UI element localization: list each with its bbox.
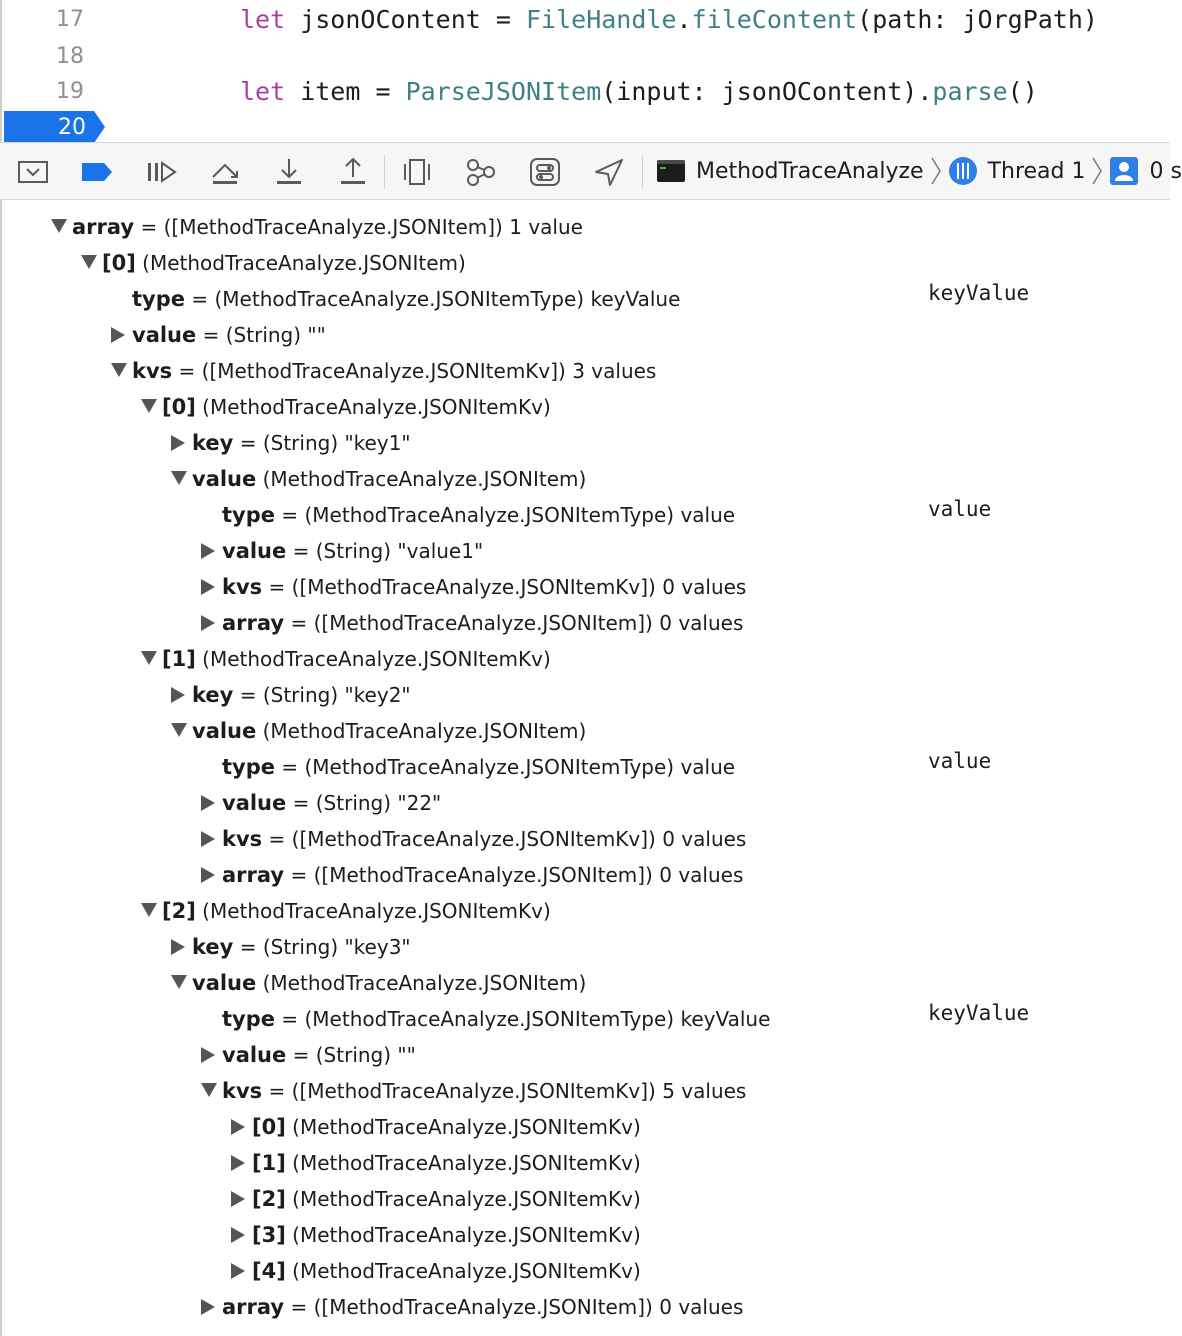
variable-type: (MethodTraceAnalyze.JSONItem) <box>262 719 587 743</box>
variable-text: array = ([MethodTraceAnalyze.JSONItem]) 1 value <box>72 215 583 239</box>
variable-value: keyValue <box>590 287 681 311</box>
code-plain: (path: jOrgPath) <box>857 5 1098 34</box>
disclosure-collapsed-icon[interactable] <box>170 425 194 461</box>
variable-name: value <box>192 467 257 491</box>
disclosure-collapsed-icon[interactable] <box>200 785 224 821</box>
variable-text <box>192 461 586 497</box>
variable-type: (MethodTraceAnalyze.JSONItemType) <box>304 1007 675 1031</box>
variable-row[interactable] <box>2 605 1170 641</box>
variable-name: value <box>192 719 257 743</box>
variable-type: ([MethodTraceAnalyze.JSONItemKv]) <box>291 827 656 851</box>
variable-value: "22" <box>397 791 442 815</box>
variable-row[interactable] <box>2 641 1170 677</box>
variable-name: array <box>222 863 285 887</box>
variable-text <box>252 1109 641 1145</box>
variable-value: value <box>680 503 736 527</box>
line-number[interactable]: 17 <box>56 7 84 32</box>
code-line[interactable] <box>2 39 1172 75</box>
variable-value: 0 values <box>662 827 747 851</box>
variable-type: (MethodTraceAnalyze.JSONItem) <box>262 971 587 995</box>
variable-row[interactable] <box>2 749 1170 785</box>
variable-value: 3 values <box>572 359 657 383</box>
variable-row[interactable] <box>2 461 1170 497</box>
variable-name: [0] <box>102 251 136 275</box>
variable-row[interactable] <box>2 281 1170 317</box>
variable-type: ([MethodTraceAnalyze.JSONItem]) <box>313 611 653 635</box>
variable-name: kvs <box>132 359 173 383</box>
disclosure-collapsed-icon[interactable] <box>200 605 224 641</box>
toolbar-divider <box>642 155 643 189</box>
variable-type: (MethodTraceAnalyze.JSONItemKv) <box>292 1187 641 1211</box>
variable-value: value <box>680 755 736 779</box>
variable-row[interactable] <box>2 497 1170 533</box>
variable-text: key = (String) "key3" <box>192 935 411 959</box>
variable-type: (String) <box>262 683 339 707</box>
variable-type: (MethodTraceAnalyze.JSONItemType) <box>214 287 585 311</box>
disclosure-collapsed-icon[interactable] <box>200 569 224 605</box>
variable-row[interactable] <box>2 1289 1170 1325</box>
variable-name: value <box>222 539 287 563</box>
variable-name: key <box>192 431 234 455</box>
variable-summary: value <box>928 749 992 773</box>
variable-row[interactable] <box>2 1037 1170 1073</box>
variable-name: array <box>72 215 135 239</box>
step-into-icon <box>273 157 305 187</box>
variable-row[interactable] <box>2 533 1170 569</box>
chevron-right-icon <box>930 156 942 186</box>
disclosure-expanded-icon[interactable] <box>140 893 164 929</box>
memory-graph-icon <box>464 157 498 187</box>
variable-text: array = ([MethodTraceAnalyze.JSONItem]) 0 values <box>222 1295 744 1319</box>
variable-row[interactable] <box>2 713 1170 749</box>
disclosure-expanded-icon[interactable] <box>140 389 164 425</box>
breakpoints-toggle-button[interactable] <box>80 155 114 189</box>
variable-row[interactable] <box>2 1001 1170 1037</box>
variable-value: "" <box>397 1043 416 1067</box>
variable-name: kvs <box>222 1079 263 1103</box>
variable-type: (MethodTraceAnalyze.JSONItem) <box>262 467 587 491</box>
breakpoints-toggle-icon <box>80 161 114 183</box>
variable-text <box>252 1181 641 1217</box>
disclosure-expanded-icon[interactable] <box>170 965 194 1001</box>
variable-text: value = (String) "value1" <box>222 539 484 563</box>
variable-name: array <box>222 611 285 635</box>
variable-row[interactable] <box>2 893 1170 929</box>
toolbar-divider <box>384 155 385 189</box>
breadcrumb-thread[interactable] <box>948 156 1086 186</box>
variable-row[interactable] <box>2 569 1170 605</box>
step-into-button[interactable] <box>272 155 306 189</box>
disclosure-collapsed-icon[interactable] <box>230 1217 254 1253</box>
variable-name: [0] <box>162 395 196 419</box>
breadcrumb-frame[interactable] <box>1109 156 1181 186</box>
variable-type: (MethodTraceAnalyze.JSONItem) <box>142 251 466 275</box>
step-out-button[interactable] <box>336 155 370 189</box>
variable-text <box>192 965 586 1001</box>
code-line[interactable] <box>2 2 1172 38</box>
disclosure-expanded-icon[interactable] <box>200 1073 224 1109</box>
variable-text: kvs = ([MethodTraceAnalyze.JSONItemKv]) 0 values <box>222 827 747 851</box>
variable-type: (MethodTraceAnalyze.JSONItemKv) <box>292 1115 641 1139</box>
code-identifier: parse <box>932 77 1008 106</box>
disclosure-collapsed-icon[interactable] <box>230 1181 254 1217</box>
variable-text: type = (MethodTraceAnalyze.JSONItemType) keyValue <box>222 1007 771 1031</box>
hide-debug-area-button[interactable] <box>16 155 50 189</box>
variable-text: value = (String) "" <box>132 323 326 347</box>
variable-name: [1] <box>252 1151 286 1175</box>
variable-row[interactable] <box>2 209 1170 245</box>
variable-summary: keyValue <box>928 281 1030 305</box>
code-identifier: FileHandle <box>525 5 677 34</box>
variable-text: key = (String) "key1" <box>192 431 411 455</box>
variable-text <box>162 641 551 677</box>
current-line-number: 20 <box>58 115 86 140</box>
variable-type: ([MethodTraceAnalyze.JSONItemKv]) <box>291 575 656 599</box>
user-frame-icon <box>1109 156 1139 186</box>
variable-type: (MethodTraceAnalyze.JSONItemKv) <box>292 1259 641 1283</box>
variable-type: (MethodTraceAnalyze.JSONItemKv) <box>202 395 551 419</box>
variable-type: (String) <box>315 791 392 815</box>
variable-type: (MethodTraceAnalyze.JSONItemType) <box>304 755 675 779</box>
breadcrumb-process-label: MethodTraceAnalyze <box>696 158 924 184</box>
variable-text: kvs = ([MethodTraceAnalyze.JSONItemKv]) 5 values <box>222 1079 747 1103</box>
variable-name: array <box>222 1295 285 1319</box>
variable-row[interactable] <box>2 1181 1170 1217</box>
variable-row[interactable] <box>2 1145 1170 1181</box>
variable-text: key = (String) "key2" <box>192 683 411 707</box>
thread-icon <box>948 156 978 186</box>
simulate-location-icon <box>593 157 625 187</box>
disclosure-expanded-icon[interactable] <box>110 353 134 389</box>
current-line-marker[interactable] <box>4 111 104 143</box>
variable-name: value <box>222 791 287 815</box>
disclosure-collapsed-icon[interactable] <box>170 677 194 713</box>
variable-text: value = (String) "22" <box>222 791 442 815</box>
variable-type: (MethodTraceAnalyze.JSONItemType) <box>304 503 675 527</box>
variable-summary: keyValue <box>928 1001 1030 1025</box>
variable-name: kvs <box>222 827 263 851</box>
variable-row[interactable] <box>2 317 1170 353</box>
continue-button[interactable] <box>144 155 178 189</box>
variable-name: kvs <box>222 575 263 599</box>
step-over-button[interactable] <box>208 155 242 189</box>
memory-graph-button[interactable] <box>464 155 498 189</box>
code-plain: (input: jsonOContent). <box>601 77 933 106</box>
terminal-app-icon <box>656 158 686 184</box>
variable-name: key <box>192 935 234 959</box>
view-hierarchy-icon <box>401 157 433 187</box>
disclosure-expanded-icon[interactable] <box>170 461 194 497</box>
variable-name: value <box>132 323 197 347</box>
variable-text <box>162 389 551 425</box>
variable-name: [2] <box>162 899 196 923</box>
code-plain: item = <box>285 77 406 106</box>
variable-type: ([MethodTraceAnalyze.JSONItem]) <box>163 215 503 239</box>
variable-value: 5 values <box>662 1079 747 1103</box>
continue-icon <box>145 159 177 185</box>
chevron-right-icon <box>1091 156 1103 186</box>
debug-breadcrumb <box>656 143 1182 199</box>
variable-text <box>192 713 586 749</box>
disclosure-collapsed-icon[interactable] <box>230 1253 254 1289</box>
disclosure-collapsed-icon[interactable] <box>200 857 224 893</box>
variable-value: 1 value <box>509 215 583 239</box>
variable-value: "key1" <box>344 431 411 455</box>
disclosure-collapsed-icon[interactable] <box>200 1037 224 1073</box>
variable-row[interactable] <box>2 929 1170 965</box>
step-over-icon <box>209 157 241 187</box>
variable-text: type = (MethodTraceAnalyze.JSONItemType) value <box>222 503 736 527</box>
variable-summary: value <box>928 497 992 521</box>
disclosure-collapsed-icon[interactable] <box>110 317 134 353</box>
variable-name: [1] <box>162 647 196 671</box>
source-editor[interactable] <box>0 0 1170 142</box>
variable-value: 0 values <box>659 1295 744 1319</box>
variable-name: [0] <box>252 1115 286 1139</box>
variable-value: keyValue <box>680 1007 771 1031</box>
variables-view[interactable] <box>0 200 1170 1336</box>
variable-row[interactable] <box>2 425 1170 461</box>
code-text[interactable] <box>240 2 1098 38</box>
variable-type: ([MethodTraceAnalyze.JSONItem]) <box>313 1295 653 1319</box>
breadcrumb-frame-label: 0 s <box>1149 158 1182 184</box>
variable-value: "" <box>307 323 326 347</box>
variable-type: (String) <box>225 323 302 347</box>
variable-row[interactable] <box>2 389 1170 425</box>
line-number[interactable]: 18 <box>56 44 84 69</box>
variable-name: type <box>222 503 276 527</box>
variable-type: (MethodTraceAnalyze.JSONItemKv) <box>292 1223 641 1247</box>
simulate-location-button[interactable] <box>592 155 626 189</box>
disclosure-expanded-icon[interactable] <box>50 209 74 245</box>
variable-value: "key3" <box>344 935 411 959</box>
disclosure-collapsed-icon[interactable] <box>200 821 224 857</box>
disclosure-collapsed-icon[interactable] <box>170 929 194 965</box>
variable-type: (MethodTraceAnalyze.JSONItemKv) <box>202 647 551 671</box>
variable-value: 0 values <box>659 863 744 887</box>
variable-value: "key2" <box>344 683 411 707</box>
variable-row[interactable] <box>2 1217 1170 1253</box>
variable-value: 0 values <box>659 611 744 635</box>
variable-name: [4] <box>252 1259 286 1283</box>
variable-type: ([MethodTraceAnalyze.JSONItem]) <box>313 863 653 887</box>
variable-row[interactable] <box>2 1073 1170 1109</box>
variable-row[interactable] <box>2 677 1170 713</box>
variable-row[interactable] <box>2 353 1170 389</box>
code-identifier: fileContent <box>691 5 858 34</box>
variable-type: (MethodTraceAnalyze.JSONItemKv) <box>292 1151 641 1175</box>
variable-value: 0 values <box>662 575 747 599</box>
variable-type: (MethodTraceAnalyze.JSONItemKv) <box>202 899 551 923</box>
variable-text: value = (String) "" <box>222 1043 416 1067</box>
variable-type: (String) <box>315 1043 392 1067</box>
hide-debug-area-icon <box>17 158 49 186</box>
variable-text <box>162 893 551 929</box>
variable-row[interactable] <box>2 1253 1170 1289</box>
breadcrumb-thread-label: Thread 1 <box>987 158 1086 184</box>
variable-row[interactable] <box>2 857 1170 893</box>
code-plain: () <box>1007 77 1038 106</box>
view-hierarchy-button[interactable] <box>400 155 434 189</box>
variable-name: [3] <box>252 1223 286 1247</box>
variable-row[interactable] <box>2 785 1170 821</box>
variable-text: kvs = ([MethodTraceAnalyze.JSONItemKv]) 3 values <box>132 359 657 383</box>
variable-text <box>102 245 466 281</box>
disclosure-collapsed-icon[interactable] <box>230 1109 254 1145</box>
breadcrumb-process[interactable] <box>656 158 924 184</box>
environment-overrides-icon <box>528 157 562 187</box>
code-keyword: let <box>240 77 286 106</box>
variable-type: (String) <box>262 431 339 455</box>
code-plain: . <box>676 5 692 34</box>
code-plain: jsonOContent = <box>285 5 526 34</box>
step-out-icon <box>337 157 369 187</box>
variable-text: array = ([MethodTraceAnalyze.JSONItem]) 0 values <box>222 863 744 887</box>
environment-overrides-button[interactable] <box>528 155 562 189</box>
variable-text <box>252 1217 641 1253</box>
disclosure-collapsed-icon[interactable] <box>200 1289 224 1325</box>
variable-text: kvs = ([MethodTraceAnalyze.JSONItemKv]) 0 values <box>222 575 747 599</box>
disclosure-expanded-icon[interactable] <box>80 245 104 281</box>
code-identifier: ParseJSONItem <box>405 77 602 106</box>
variable-row[interactable] <box>2 1109 1170 1145</box>
code-text[interactable] <box>240 74 1038 110</box>
variable-name: [2] <box>252 1187 286 1211</box>
variable-text: type = (MethodTraceAnalyze.JSONItemType) keyValue <box>132 287 681 311</box>
variable-row[interactable] <box>2 821 1170 857</box>
variable-text: array = ([MethodTraceAnalyze.JSONItem]) 0 values <box>222 611 744 635</box>
variable-name: type <box>222 1007 276 1031</box>
code-line[interactable] <box>2 74 1172 110</box>
variable-name: key <box>192 683 234 707</box>
variable-text <box>252 1145 641 1181</box>
variable-name: value <box>222 1043 287 1067</box>
code-keyword: let <box>240 5 286 34</box>
variable-text: type = (MethodTraceAnalyze.JSONItemType) value <box>222 755 736 779</box>
variable-type: (String) <box>315 539 392 563</box>
variable-type: (String) <box>262 935 339 959</box>
variable-type: ([MethodTraceAnalyze.JSONItemKv]) <box>201 359 566 383</box>
variable-text <box>252 1253 641 1289</box>
variable-name: type <box>132 287 186 311</box>
variable-type: ([MethodTraceAnalyze.JSONItemKv]) <box>291 1079 656 1103</box>
disclosure-collapsed-icon[interactable] <box>200 533 224 569</box>
variable-name: type <box>222 755 276 779</box>
variable-name: value <box>192 971 257 995</box>
disclosure-expanded-icon[interactable] <box>140 641 164 677</box>
disclosure-collapsed-icon[interactable] <box>230 1145 254 1181</box>
line-number[interactable]: 19 <box>56 79 84 104</box>
disclosure-expanded-icon[interactable] <box>170 713 194 749</box>
variable-value: "value1" <box>397 539 484 563</box>
debug-toolbar <box>0 142 1182 200</box>
